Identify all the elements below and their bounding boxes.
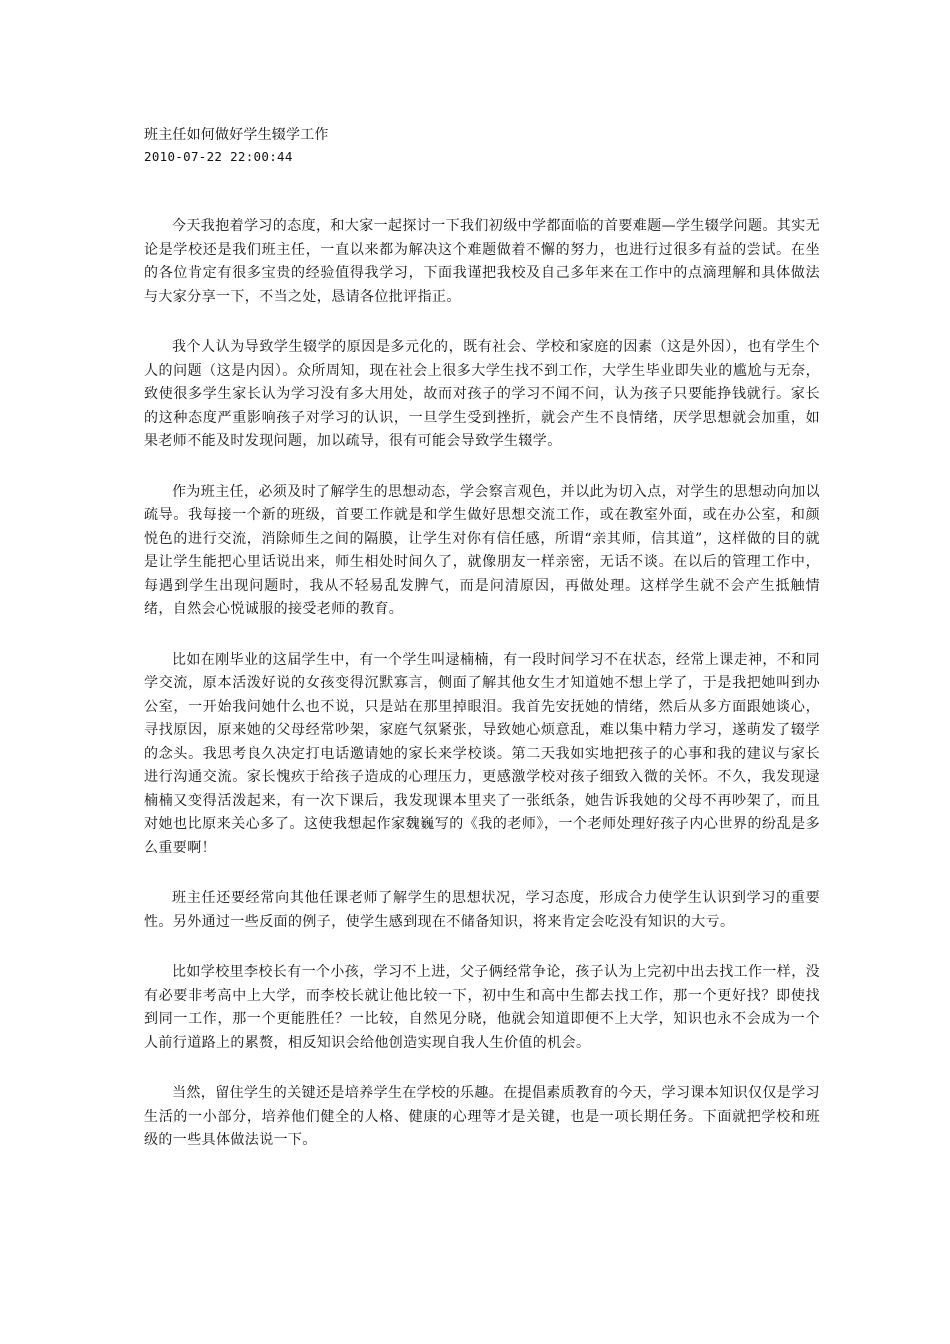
paragraph-2: 我个人认为导致学生辍学的原因是多元化的，既有社会、学校和家庭的因素（这是外因），也有学生个人的问题（这是内因）。众所周知，现在社会上很多大学生找不到工作，大学生毕业即失业的尴尬与无奈，致使很多学生家长认为学习没有多大用处，故而对孩子的学习不闻不问，认为孩子只要能挣钱就行。家长的这种态度严重影响孩子对学习的认识，一旦学生受到挫折，就会产生不良情绪，厌学思想就会加重，如果老师不能及时发现问题，加以疏导，很有可能会导致学生辍学。 bbox=[144, 339, 820, 449]
document-date: 2010-07-22 22:00:44 bbox=[144, 149, 293, 164]
paragraph-5: 班主任还要经常向其他任课老师了解学生的思想状况，学习态度，形成合力使学生认识到学习的重要性。另外通过一些反面的例子，使学生感到现在不储备知识，将来肯定会吃没有知识的大亏。 bbox=[144, 890, 820, 930]
paragraph-7: 当然，留住学生的关键还是培养学生在学校的乐趣。在提倡素质教育的今天，学习课本知识仅仅是学习生活的一小部分，培养他们健全的人格、健康的心理等才是关键，也是一项长期任务。下面就把学校和班级的一些具体做法说一下。 bbox=[144, 1085, 820, 1148]
document-title: 班主任如何做好学生辍学工作 bbox=[144, 127, 329, 143]
paragraph-6: 比如学校里李校长有一个小孩，学习不上进，父子俩经常争论，孩子认为上完初中出去找工作一样，没有必要非考高中上大学，而李校长就让他比较一下，初中生和高中生都去找工作，那一个更好找？即使找到同一工作，那一个更能胜任？一比较，自然见分晓，他就会知道即便不上大学，知识也永不会成为一个人前行道路上的累赘，相反知识会给他创造实现自我人生价值的机会。 bbox=[144, 964, 820, 1051]
document-page bbox=[144, 124, 820, 1180]
paragraph-3: 作为班主任，必须及时了解学生的思想动态，学会察言观色，并以此为切入点，对学生的思想动向加以疏导。我每接一个新的班级，首要工作就是和学生做好思想交流工作，或在教室外面，或在办公室，和颜悦色的进行交流，消除师生之间的隔膜，让学生对你有信任感，所谓“亲其师，信其道”，这样做的目的就是让学生能把心里话说出来，师生相处时间久了，就像朋友一样亲密，无话不谈。在以后的管理工作中，每遇到学生出现问题时，我从不轻易乱发脾气，而是问清原因，再做处理。这样学生就不会产生抵触情绪，自然会心悦诚服的接受老师的教育。 bbox=[144, 483, 820, 617]
document-body bbox=[144, 215, 820, 1153]
paragraph-4: 比如在刚毕业的这届学生中，有一个学生叫逯楠楠，有一段时间学习不在状态，经常上课走神，不和同学交流，原本活泼好说的女孩变得沉默寡言，侧面了解其他女生才知道她不想上学了，于是我把她叫到办公室，一开始我问她什么也不说，只是站在那里掉眼泪。我首先安抚她的情绪，然后从多方面跟她谈心，寻找原因，原来她的父母经常吵架，家庭气氛紧张，导致她心烦意乱，难以集中精力学习，遂萌发了辍学的念头。我思考良久决定打电话邀请她的家长来学校谈。第二天我如实地把孩子的心事和我的建议与家长进行沟通交流。家长愧疚于给孩子造成的心理压力，更感激学校对孩子细致入微的关怀。不久，我发现逯楠楠又变得活泼起来，有一次下课后，我发现课本里夹了一张纸条，她告诉我她的父母不再吵架了，而且对她也比原来关心多了。这使我想起作家魏巍写的《我的老师》，一个老师处理好孩子内心世界的纷乱是多么重要啊！ bbox=[144, 651, 820, 856]
paragraph-1: 今天我抱着学习的态度，和大家一起探讨一下我们初级中学都面临的首要难题—学生辍学问题。其实无论是学校还是我们班主任，一直以来都为解决这个难题做着不懈的努力，也进行过很多有益的尝试。在坐的各位肯定有很多宝贵的经验值得我学习，下面我谨把我校及自己多年来在工作中的点滴理解和具体做法与大家分享一下，不当之处，恳请各位批评指正。 bbox=[144, 218, 820, 305]
